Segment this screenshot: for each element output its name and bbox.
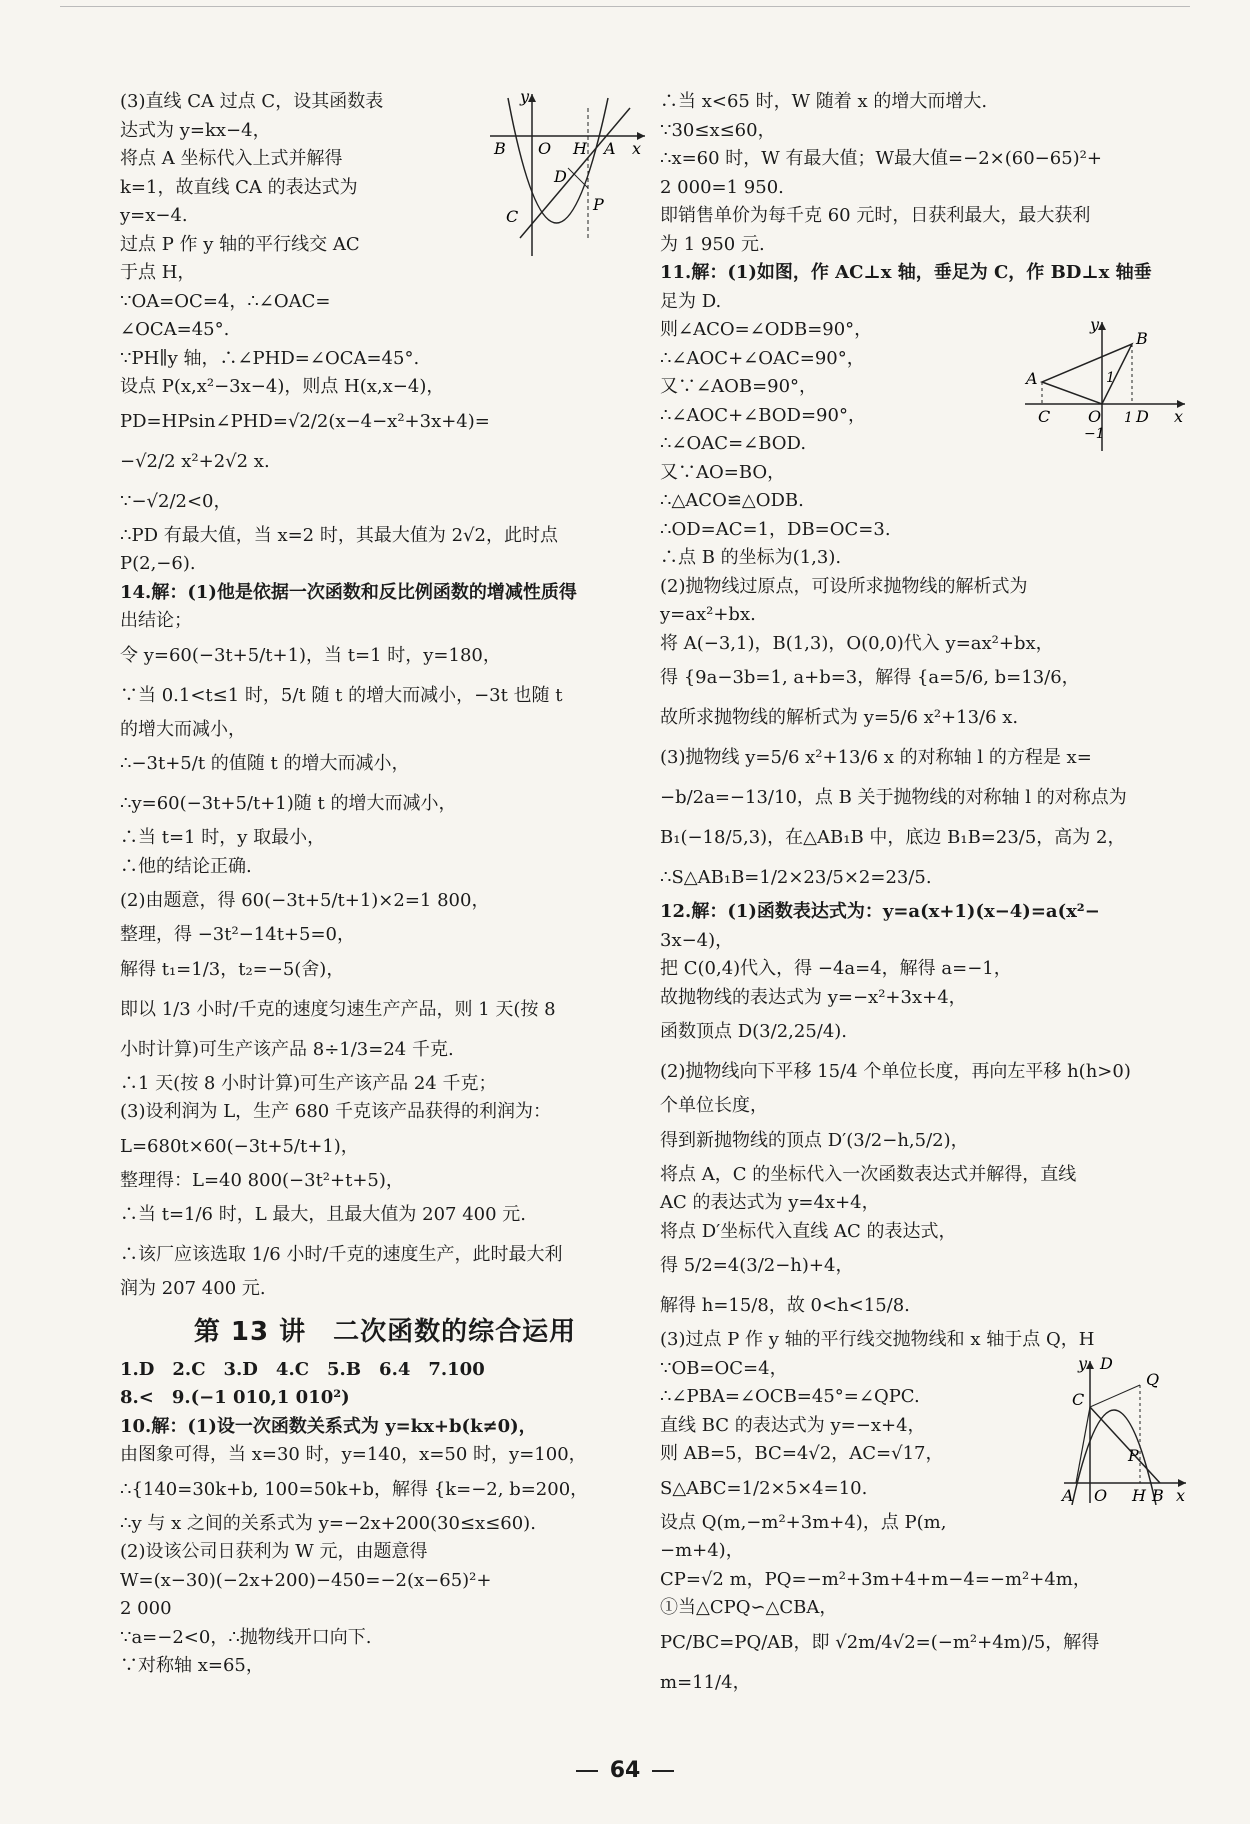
- answers-line: 8.< 9.(−1 010,1 010²): [120, 1387, 350, 1408]
- text-line: 于点 H，: [120, 262, 196, 283]
- text-line: ∵OA=OC=4，∴∠OAC=: [120, 290, 331, 312]
- text-line: PC/BC=PQ/AB，即 √2m/4√2=(−m²+4m)/5，解得 m=11/4，: [660, 1631, 1106, 1693]
- text-line: ∴∠OAC=∠BOD.: [660, 433, 807, 454]
- fig2-a-label: A: [1026, 369, 1038, 388]
- text-line: ①当△CPQ∽△CBA，: [660, 1597, 838, 1618]
- fig1-p-label: P: [593, 195, 604, 214]
- page-number: [0, 1758, 1250, 1783]
- text-line: ∠OCA=45°.: [120, 319, 230, 340]
- text-line: 为 1 950 元.: [660, 233, 765, 255]
- page-number-text: 64: [609, 1758, 641, 1783]
- figure-triangle-aob: [1020, 316, 1190, 456]
- text-line: ∴1 天(按 8 小时计算)可生产该产品 24 千克；: [120, 1072, 497, 1094]
- text-line: 得到新抛物线的顶点 D′(3/2−h,5/2)，: [660, 1129, 969, 1151]
- text-line: ∵a=−2<0，∴抛物线开口向下.: [120, 1626, 372, 1648]
- text-line: ∵−√2/2<0，: [120, 490, 232, 512]
- text-line: −√2/2 x²+2√2 x.: [120, 450, 270, 472]
- text-line: 令 y=60(−3t+5/t+1)，当 t=1 时，y=180，: [120, 644, 501, 666]
- fig1-c-label: C: [506, 207, 519, 226]
- text-line: ∴∠AOC+∠OAC=90°，: [660, 347, 865, 369]
- text-line: ∴当 t=1/6 时，L 最大，且最大值为 207 400 元.: [120, 1204, 527, 1225]
- fig2-one-x-label: 1: [1124, 410, 1133, 426]
- fig1-h-label: H: [573, 139, 587, 158]
- text-line: 整理，得 −3t²−14t+5=0，: [120, 924, 355, 945]
- text-line: 函数顶点 D(3/2,25/4).: [660, 1021, 848, 1042]
- text-line: ∴−3t+5/t 的值随 t 的增大而减小，: [120, 753, 410, 774]
- text-line: S△ABC=1/2×5×4=10.: [660, 1477, 868, 1499]
- text-line: B₁(−18/5,3)，在△AB₁B 中，底边 B₁B=23/5，高为 2，: [660, 827, 1126, 848]
- text-line: 解得 h=15/8，故 0<h<15/8.: [660, 1295, 910, 1316]
- text-line: 将 A(−3,1)，B(1,3)，O(0,0)代入 y=ax²+bx，: [660, 632, 1054, 654]
- text-line: 又∵∠AOB=90°，: [660, 376, 818, 397]
- text-line: 2 000: [120, 1598, 172, 1619]
- fig2-c-label: C: [1038, 407, 1051, 426]
- text-line: (2)设该公司日获利为 W 元，由题意得: [120, 1541, 428, 1562]
- text-line: (3)设利润为 L，生产 680 千克该产品获得的利润为：: [120, 1101, 551, 1122]
- text-line: 即销售单价为每千克 60 元时，日获利最大，最大获利: [660, 205, 1091, 226]
- text-line: −m+4)，: [660, 1540, 744, 1561]
- text-line: 即以 1/3 小时/千克的速度匀速生产产品，则 1 天(按 8: [120, 998, 556, 1020]
- fig2-one-label: 1: [1106, 370, 1115, 386]
- fig2-x-label: x: [1174, 407, 1184, 426]
- text-line: 又∵AO=BO，: [660, 461, 786, 483]
- text-line: 得 {9a−3b=1, a+b=3，解得 {a=5/6, b=13/6，: [660, 667, 1080, 688]
- text-line: 足为 D.: [660, 290, 722, 312]
- text-line: 个单位长度，: [660, 1095, 768, 1116]
- text-line: PD=HPsin∠PHD=√2/2(x−4−x²+3x+4)=: [120, 410, 490, 432]
- text-line: 直线 BC 的表达式为 y=−x+4，: [660, 1414, 926, 1436]
- text-line: ∴S△AB₁B=1/2×23/5×2=23/5.: [660, 867, 932, 888]
- text-line: 故所求抛物线的解析式为 y=5/6 x²+13/6 x.: [660, 707, 1019, 728]
- text-line: 则∠ACO=∠ODB=90°，: [660, 319, 873, 340]
- fig1-o-label: O: [538, 139, 552, 158]
- fig3-y-label: y: [1078, 1354, 1088, 1373]
- question-10-heading: 10.解：(1)设一次函数关系式为 y=kx+b(k≠0)，: [120, 1415, 537, 1437]
- text-line: (2)由题意，得 60(−3t+5/t+1)×2=1 800，: [120, 890, 490, 911]
- text-line: ∴当 x<65 时，W 随着 x 的增大而增大.: [660, 91, 988, 112]
- text-line: L=680t×60(−3t+5/t+1)，: [120, 1135, 359, 1157]
- text-line: 则 AB=5，BC=4√2，AC=√17，: [660, 1443, 944, 1464]
- text-line: ∴他的结论正确.: [120, 855, 252, 877]
- text-line: 把 C(0,4)代入，得 −4a=4，解得 a=−1，: [660, 958, 1012, 979]
- text-line: ∴{140=30k+b, 100=50k+b，解得 {k=−2, b=200，: [120, 1478, 589, 1500]
- figure-parabola-cap: [480, 88, 650, 258]
- text-line: y=x−4.: [120, 205, 188, 226]
- text-line: 设点 Q(m,−m²+3m+4)，点 P(m,: [660, 1511, 947, 1533]
- text-line: 将点 A 坐标代入上式并解得: [120, 148, 343, 169]
- text-line: (2)抛物线过原点，可设所求抛物线的解析式为: [660, 575, 1028, 597]
- text-line: 解得 t₁=1/3，t₂=−5(舍)，: [120, 958, 345, 980]
- text-line: 小时计算)可生产该产品 8÷1/3=24 千克.: [120, 1038, 454, 1060]
- text-line: ∴y=60(−3t+5/t+1)随 t 的增大而减小，: [120, 793, 457, 814]
- section-title: 第 13 讲 二次函数的综合运用: [193, 1316, 577, 1347]
- text-line: ∴点 B 的坐标为(1,3).: [660, 547, 842, 568]
- top-rule: [60, 6, 1190, 7]
- text-line: 设点 P(x,x²−3x−4)，则点 H(x,x−4)，: [120, 376, 445, 397]
- text-line: 过点 P 作 y 轴的平行线交 AC: [120, 233, 360, 255]
- text-line: CP=√2 m，PQ=−m²+3m+4+m−4=−m²+4m，: [660, 1568, 1091, 1590]
- fig3-h-label: H: [1132, 1485, 1146, 1505]
- fig2-b-label: B: [1136, 329, 1148, 348]
- text-line: 得 5/2=4(3/2−h)+4，: [660, 1255, 854, 1276]
- text-line: ∴OD=AC=1，DB=OC=3.: [660, 518, 891, 540]
- text-line: (3)过点 P 作 y 轴的平行线交抛物线和 x 轴于点 Q，H: [660, 1329, 1095, 1350]
- text-line: 整理得：L=40 800(−3t²+t+5)，: [120, 1169, 404, 1191]
- fig1-b-label: B: [494, 139, 506, 158]
- text-line: 2 000=1 950.: [660, 176, 784, 198]
- text-line: AC 的表达式为 y=4x+4，: [660, 1192, 880, 1213]
- figure-parabola-bc: [1060, 1355, 1190, 1505]
- text-line: ∴x=60 时，W 有最大值；W最大值=−2×(60−65)²+: [660, 148, 1102, 169]
- fig2-y-label: y: [1090, 316, 1100, 334]
- text-line: 达式为 y=kx−4，: [120, 119, 271, 141]
- text-line: ∴该厂应该选取 1/6 小时/千克的速度生产，此时最大利: [120, 1244, 563, 1265]
- fig3-q-label: Q: [1146, 1369, 1160, 1389]
- fig1-x-label: x: [632, 139, 642, 158]
- fig3-a-label: A: [1062, 1485, 1074, 1505]
- text-line: 润为 207 400 元.: [120, 1278, 266, 1299]
- fig2-o-label: O: [1088, 407, 1102, 426]
- text-line: k=1，故直线 CA 的表达式为: [120, 176, 358, 198]
- fig3-b-label: B: [1152, 1485, 1164, 1505]
- text-line: 故抛物线的表达式为 y=−x²+3x+4，: [660, 986, 967, 1008]
- question-12-heading: 12.解：(1)函数表达式为：y=a(x+1)(x−4)=a(x²−: [660, 901, 1100, 922]
- text-line: ∵30≤x≤60，: [660, 119, 776, 141]
- text-line: W=(x−30)(−2x+200)−450=−2(x−65)²+: [120, 1569, 492, 1591]
- fig3-x-label: x: [1176, 1485, 1186, 1505]
- fig3-c-label: C: [1072, 1389, 1085, 1409]
- text-line: ∴PD 有最大值，当 x=2 时，其最大值为 2√2，此时点: [120, 524, 558, 546]
- text-line: ∴∠PBA=∠OCB=45°=∠QPC.: [660, 1386, 920, 1407]
- question-11-heading: 11.解：(1)如图，作 AC⊥x 轴，垂足为 C，作 BD⊥x 轴垂: [660, 262, 1152, 283]
- fig2-minus-one-label: −1: [1084, 426, 1105, 442]
- text-line: ∵对称轴 x=65，: [120, 1655, 264, 1676]
- text-line: ∴△ACO≌△ODB.: [660, 490, 804, 511]
- text-line: (3)直线 CA 过点 C，设其函数表: [120, 91, 384, 112]
- fig3-p-label: P: [1128, 1445, 1139, 1465]
- fig1-d-label: D: [554, 167, 567, 186]
- text-line: ∴当 t=1 时，y 取最小，: [120, 827, 326, 848]
- right-column: [660, 88, 1190, 1703]
- question-14-heading: 14.解：(1)他是依据一次函数和反比例函数的增减性质得: [120, 581, 577, 603]
- text-line: ∵OB=OC=4，: [660, 1357, 788, 1379]
- text-line: 3x−4)，: [660, 929, 734, 951]
- text-line: y=ax²+bx.: [660, 604, 756, 625]
- text-line: ∵PH∥y 轴，∴∠PHD=∠OCA=45°.: [120, 347, 420, 369]
- left-column: [120, 88, 650, 1681]
- text-line: −b/2a=−13/10，点 B 关于抛物线的对称轴 l 的对称点为: [660, 787, 1127, 808]
- text-line: 将点 D′坐标代入直线 AC 的表达式，: [660, 1220, 957, 1242]
- fig3-o-label: O: [1094, 1485, 1108, 1505]
- text-line: 出结论；: [120, 610, 192, 631]
- fig1-a-label: A: [604, 139, 616, 158]
- fig2-d-label: D: [1136, 407, 1149, 426]
- answers-line: 1.D 2.C 3.D 4.C 5.B 6.4 7.100: [120, 1358, 485, 1380]
- text-line: 由图象可得，当 x=30 时，y=140，x=50 时，y=100，: [120, 1444, 587, 1465]
- text-line: P(2,−6).: [120, 553, 196, 574]
- text-line: (3)抛物线 y=5/6 x²+13/6 x 的对称轴 l 的方程是 x=: [660, 747, 1092, 768]
- text-line: ∴y 与 x 之间的关系式为 y=−2x+200(30≤x≤60).: [120, 1512, 536, 1534]
- fig3-d-label: D: [1100, 1354, 1113, 1373]
- text-line: ∵当 0.1<t≤1 时，5/t 随 t 的增大而减小，−3t 也随 t: [120, 684, 563, 706]
- text-line: 将点 A，C 的坐标代入一次函数表达式并解得，直线: [660, 1163, 1077, 1185]
- fig1-y-label: y: [520, 88, 530, 106]
- text-line: (2)抛物线向下平移 15/4 个单位长度，再向左平移 h(h>0): [660, 1061, 1131, 1082]
- text-line: ∴∠AOC+∠BOD=90°，: [660, 404, 866, 426]
- text-line: 的增大而减小，: [120, 718, 246, 740]
